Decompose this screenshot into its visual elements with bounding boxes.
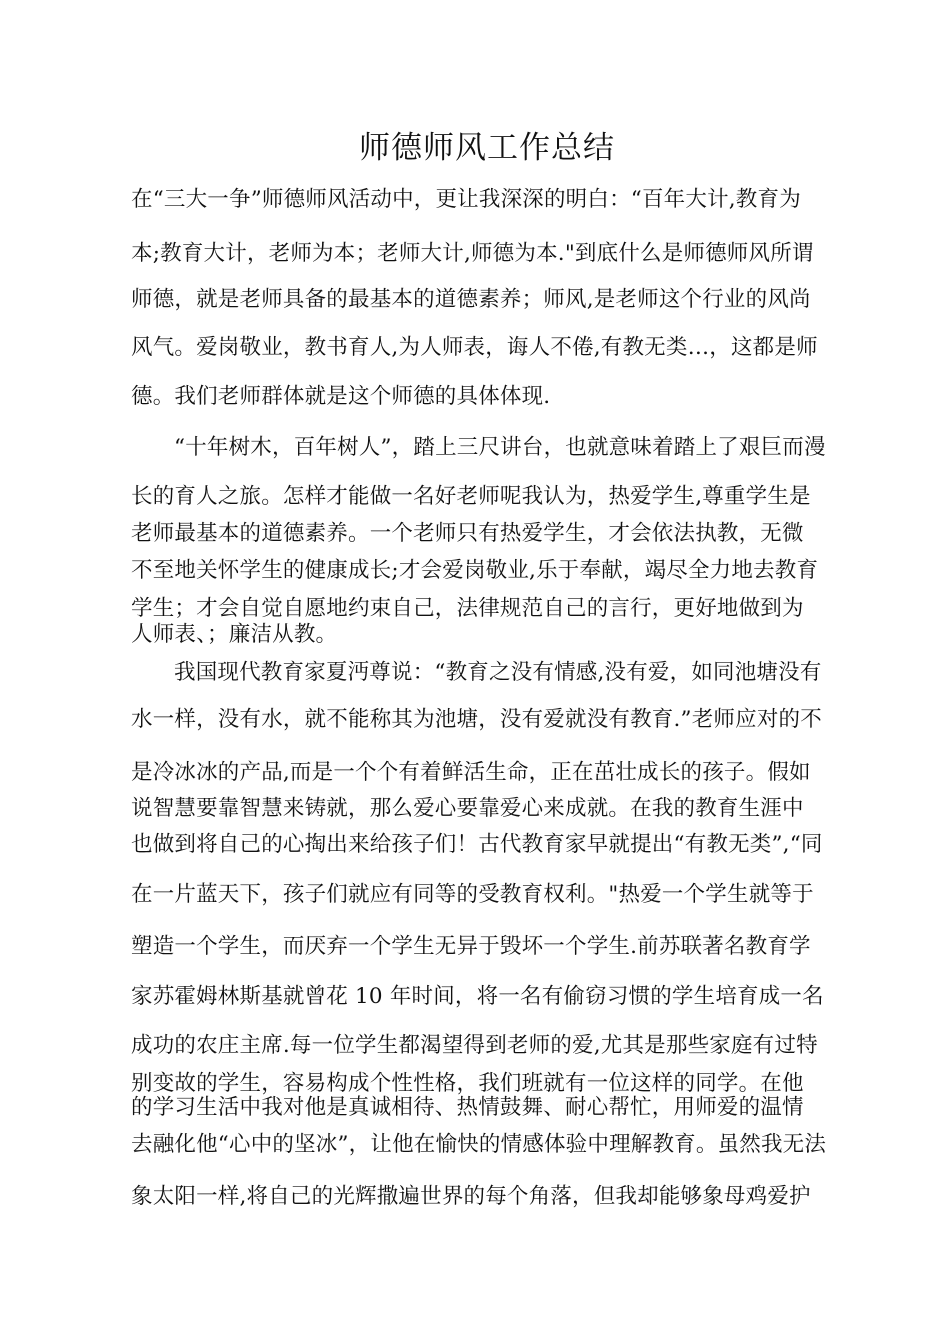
text-line: 长的育人之旅。怎样才能做一名好老师呢我认为，热爱学生,尊重学生是 <box>131 484 811 509</box>
text-line: 学生；才会自觉自愿地约束自己，法律规范自己的言行，更好地做到为 <box>131 596 804 621</box>
text-line: 也做到将自己的心掏出来给孩子们！古代教育家早就提出“有教无类”,“同 <box>131 832 823 857</box>
text-line: 风气。爱岗敬业，教书育人,为人师表，诲人不倦,有教无类…，这都是师 <box>131 335 818 360</box>
paragraph-first-line: 我国现代教育家夏沔尊说：“教育之没有情感,没有爱，如同池塘没有 <box>174 660 822 685</box>
text-line: 塑造一个学生，而厌弃一个学生无异于毁坏一个学生.前苏联著名教育学 <box>131 934 811 959</box>
document-title: 师德师风工作总结 <box>359 130 615 166</box>
text-line: 人师表、；廉洁从教。 <box>131 622 338 647</box>
text-line: 在一片蓝天下，孩子们就应有同等的受教育权利。"热爱一个学生就等于 <box>131 882 814 907</box>
text-line: 是冷冰冰的产品,而是一个个有着鲜活生命，正在茁壮成长的孩子。假如 <box>131 760 811 785</box>
text-line: 的学习生活中我对他是真诚相待、热情鼓舞、耐心帮忙，用师爱的温情 <box>131 1095 804 1120</box>
text-line: 去融化他“心中的坚冰”，让他在愉快的情感体验中理解教育。虽然我无法 <box>131 1132 827 1157</box>
text-line: 老师最基本的道德素养。一个老师只有热爱学生，才会依法执教，无微 <box>131 521 804 546</box>
text-line: 成功的农庄主席.每一位学生都渴望得到老师的爱,尤其是那些家庭有过特 <box>131 1033 818 1058</box>
text-line: 本;教育大计，老师为本；老师大计,师德为本."到底什么是师德师风所谓 <box>131 241 814 266</box>
text-line: 德。我们老师群体就是这个师德的具体体现. <box>131 384 551 409</box>
text-line: 象太阳一样,将自己的光辉撒遍世界的每个角落，但我却能够象母鸡爱护 <box>131 1184 811 1209</box>
text-line: 不至地关怀学生的健康成长;才会爱岗敬业,乐于奉献，竭尽全力地去教育 <box>131 558 819 583</box>
text-line: 家苏霍姆林斯基就曾花 10 年时间，将一名有偷窃习惯的学生培育成一名 <box>131 984 824 1009</box>
text-line: 水一样，没有水，就不能称其为池塘，没有爱就没有教育.”老师应对的不 <box>131 707 822 732</box>
text-line: 师德，就是老师具备的最基本的道德素养；师风,是老师这个行业的风尚 <box>131 287 811 312</box>
text-line: 说智慧要靠智慧来铸就，那么爱心要靠爱心来成就。在我的教育生涯中 <box>131 796 804 821</box>
text-line: 在“三大一争”师德师风活动中，更让我深深的明白：“百年大计,教育为 <box>131 187 801 212</box>
paragraph-first-line: “十年树木，百年树人”，踏上三尺讲台，也就意味着踏上了艰巨而漫 <box>174 435 826 460</box>
text-line: 别变故的学生，容易构成个性性格，我们班就有一位这样的同学。在他 <box>131 1071 804 1096</box>
